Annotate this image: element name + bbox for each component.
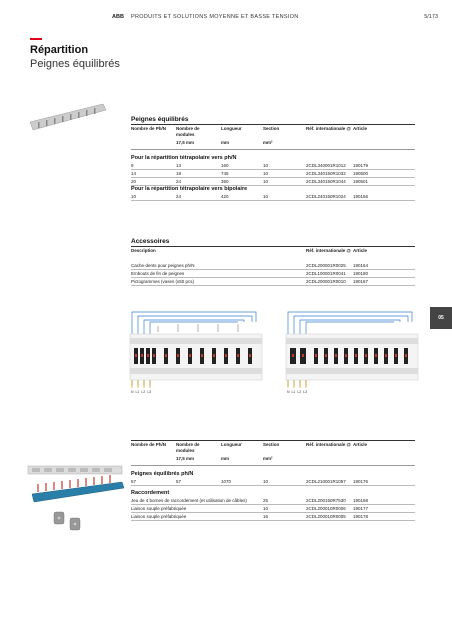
table-cell: 10 — [263, 171, 269, 176]
table-cell: 24 — [176, 179, 182, 184]
table-row — [131, 505, 415, 513]
table-row — [131, 497, 415, 505]
wiring-diagram-left — [128, 306, 264, 398]
table-cell: Embouts de fin de peignes — [131, 271, 185, 276]
table-cell: 2CDL200001R0010 — [306, 279, 346, 284]
col-header: Nombre de Ph/N — [131, 442, 167, 447]
wiring-diagram-right — [284, 306, 420, 398]
col-header: Réf. internationale @ — [306, 248, 351, 253]
table-cell: 420 — [221, 194, 229, 199]
label-l1: L1 — [291, 390, 296, 394]
table-cell: 190164 — [353, 263, 369, 268]
table-row — [131, 278, 415, 286]
table-row — [131, 170, 415, 178]
table-cell: 9 — [131, 163, 134, 168]
col-unit: mm² — [263, 140, 273, 145]
diagram-labels-left — [131, 390, 151, 394]
header-title: PRODUITS ET SOLUTIONS MOYENNE ET BASSE TENSION — [131, 14, 299, 20]
table-cell: 2CDL210001R1057 — [306, 479, 346, 484]
table-cell: Jeu de 4 bornes de raccordement (et utilisation de câbles) — [131, 498, 247, 503]
col-header: Longueur — [221, 126, 242, 131]
divider — [131, 246, 415, 247]
table-cell: 10 — [263, 194, 269, 199]
accent-bar — [30, 38, 42, 40]
table-group — [131, 162, 415, 186]
table-group — [131, 497, 415, 521]
table-cell: 14 — [131, 171, 137, 176]
table-cell: 190167 — [353, 279, 369, 284]
table-cell: 2CDL200150R7530 — [306, 498, 346, 503]
table-cell: 10 — [263, 506, 269, 511]
table-cell: 1070 — [221, 479, 232, 484]
table-cell: 190166 — [353, 194, 369, 199]
table-cell: 2CDL100001R0041 — [306, 271, 346, 276]
table-cell: Liaison souple préfabriquée — [131, 506, 187, 511]
col-unit: mm — [221, 140, 230, 145]
product-image-comb — [28, 92, 108, 142]
table-row — [131, 262, 415, 270]
table-cell: 10 — [263, 479, 269, 484]
table-cell: 2CDL200010R0005 — [306, 514, 346, 519]
table-cell: 10 — [263, 179, 269, 184]
col-header: Section — [263, 442, 280, 447]
table-row — [131, 270, 415, 278]
section-title-peignes: Peignes équilibrés — [131, 116, 189, 123]
col-header: Section — [263, 126, 280, 131]
label-l2: L2 — [297, 390, 302, 394]
divider — [131, 124, 415, 125]
table-cell: 190177 — [353, 506, 369, 511]
table-cell: 2CDL340150R1044 — [306, 179, 346, 184]
table-row — [131, 162, 415, 170]
section-title-accessoires: Accessoires — [131, 238, 170, 245]
table-cell: 57 — [176, 479, 182, 484]
table-cell: 24 — [176, 194, 182, 199]
label-l1: L1 — [135, 390, 140, 394]
label-l3: L3 — [147, 390, 152, 394]
table-header — [131, 248, 415, 262]
table-cell: 350 — [221, 179, 229, 184]
col-header: Article — [353, 442, 368, 447]
table-cell: 190176 — [353, 479, 369, 484]
table-row — [131, 193, 415, 201]
col-header: Réf. internationale @ — [306, 126, 351, 131]
col-header: Nombre de modules — [176, 126, 200, 137]
chapter-tab: 05 — [430, 307, 452, 329]
group-title: Pour la répartition tétrapolaire vers bipolaire — [131, 186, 248, 192]
col-header: Réf. internationale @ — [306, 442, 351, 447]
col-unit: 17,5 mm — [176, 140, 195, 145]
table-cell: 2CDL240150R1024 — [306, 194, 346, 199]
group-title: Peignes équilibrés ph/N — [131, 471, 194, 477]
table-cell: Liaison souple préfabriquée — [131, 514, 187, 519]
label-l3: L3 — [303, 390, 308, 394]
table-cell: 2CDL340001R1012 — [306, 163, 346, 168]
table-cell: 190178 — [353, 514, 369, 519]
table-cell: 2CDL340150R1032 — [306, 171, 346, 176]
table-cell: 160 — [221, 163, 229, 168]
page-header — [0, 12, 452, 24]
group-title: Raccordement — [131, 490, 170, 496]
diagram-labels-right — [287, 390, 307, 394]
col-unit: mm² — [263, 456, 273, 461]
table-cell: 2CDL200001R0025 — [306, 263, 346, 268]
page-subtitle: Peignes équilibrés — [30, 58, 120, 70]
table-cell: 20 — [131, 179, 137, 184]
page-number: 5/173 — [424, 14, 438, 20]
table-group — [131, 193, 415, 201]
table-cell: 190500 — [353, 171, 369, 176]
table-cell: 2CDL200010R0006 — [306, 506, 346, 511]
label-n: N — [131, 390, 134, 394]
group-title: Pour la répartition tétrapolaire vers ph/N — [131, 155, 237, 161]
table-row — [131, 478, 415, 486]
product-image-long-comb — [26, 462, 126, 537]
table-cell: 13 — [176, 163, 182, 168]
table-cell: 25 — [263, 498, 269, 503]
page-title: Répartition — [30, 44, 89, 56]
table-cell: 16 — [263, 514, 269, 519]
label-l2: L2 — [141, 390, 146, 394]
col-header: Description — [131, 248, 156, 253]
table-cell: 18 — [176, 171, 182, 176]
table-cell: Cache-dents pour peignes ph/N — [131, 263, 195, 268]
table-row — [131, 178, 415, 186]
table-cell: 10 — [263, 163, 269, 168]
col-unit: 17,5 mm — [176, 456, 195, 461]
table-cell: 745 — [221, 171, 229, 176]
label-n: N — [287, 390, 290, 394]
table-group — [131, 262, 415, 286]
table-cell: 190180 — [353, 271, 369, 276]
divider — [131, 440, 415, 441]
table-cell: 190501 — [353, 179, 369, 184]
col-header: Article — [353, 248, 368, 253]
col-header: Nombre de modules — [176, 442, 200, 453]
brand-logo: ABB — [112, 14, 124, 20]
table-cell: 190168 — [353, 498, 369, 503]
table-cell: 57 — [131, 479, 137, 484]
col-header: Article — [353, 126, 368, 131]
table-cell: 190179 — [353, 163, 369, 168]
col-header: Nombre de Ph/N — [131, 126, 167, 131]
table-group — [131, 478, 415, 486]
col-unit: mm — [221, 456, 230, 461]
table-cell: 10 — [131, 194, 137, 199]
table-cell: Pictogrammes (vases (x50 pcs) — [131, 279, 195, 284]
col-header: Longueur — [221, 442, 242, 447]
table-row — [131, 513, 415, 521]
